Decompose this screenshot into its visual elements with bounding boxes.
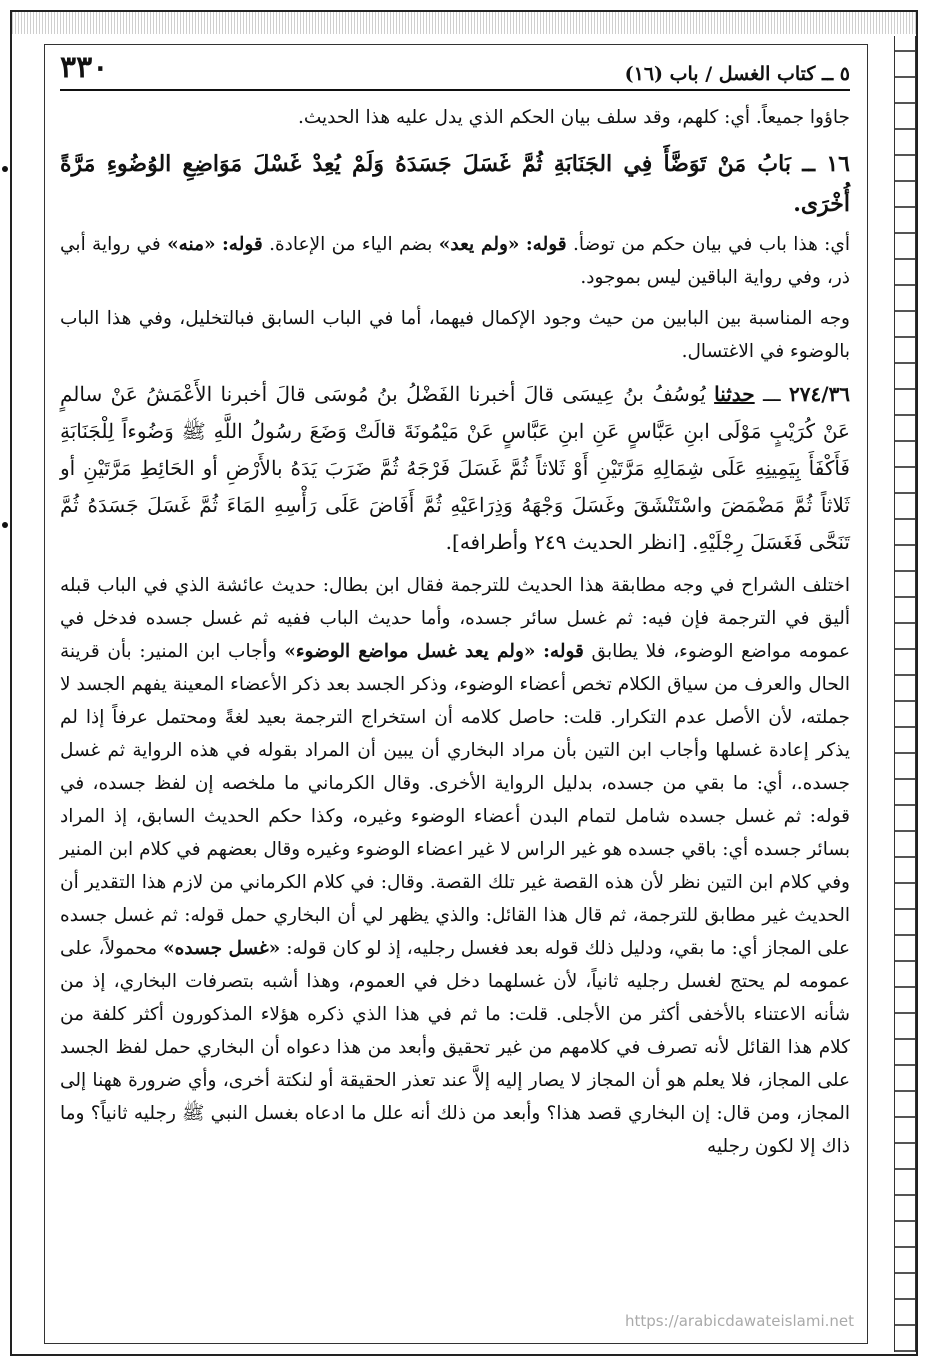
commentary-paragraph — [60, 228, 850, 294]
watermark: https://arabicdawateislami.net — [624, 1312, 854, 1330]
page-content — [60, 50, 850, 1163]
text-span: اختلف الشراح في وجه مطابقة هذا الحديث للترجمة فقال ابن بطال: حديث عائشة الذي في الباب قبله أليق في الترجمة فإن فيه: ثم غسل سائر جسده، وأما حديث الباب ففيه ثم غسل جسده فدخل في عمومه مواضع الوضوء، فلا يطابق — [60, 575, 851, 662]
hadith-text: يُوسُفُ بنُ عِيسَى قالَ أخبرنا الفَضْلُ بنُ مُوسَى قالَ أخبرنا الأَعْمَشُ عَنْ سالمٍ عَنْ كُرَيْبٍ مَوْلَى ابنِ عَبَّاسٍ عَنِ ابنِ عَبَّاسٍ عَنْ مَيْمُونَةَ قالَتْ وَضَعَ رسُولُ اللَّهِ ﷺ وَضُوءاً لِلْجَنَابَةِ فَأَكْفَأَ بِيَمِينِهِ عَلَى شِمَالِهِ مَرَّتَيْنِ أَوْ ثَلاثاً ثُمَّ غَسَلَ فَرْجَهُ ثُمَّ ضَرَبَ يَدَهُ بالأَرْضِ أو الحَائِطِ مَرَّتَيْنِ أو ثَلاثاً ثُمَّ مَضْمَضَ واسْتَنْشَقَ وغَسَلَ وَجْهَهُ وَذِرَاعَيْهِ ثُمَّ أَفَاضَ عَلَى رَأْسِهِ المَاءَ ثُمَّ غَسَلَ جَسَدَهُ ثُمَّ تَنَحَّى فَغَسَلَ رِجْلَيْهِ. — [60, 382, 850, 554]
quoted-phrase: «ولم يعد غسل مواضع الوضوء» — [284, 641, 536, 662]
running-title: ٥ ــ كتاب الغسل / باب (١٦) — [624, 63, 850, 85]
text-span: في رواية أبي ذر، وفي رواية الباقين ليس بموجود. — [60, 234, 850, 288]
text-span: محمولاً، على عمومه لم يحتج لغسل رجليه ثانياً، لأن غسلهما دخل في العموم، وهذا أشبه بتصرفات البخاري، إذ من شأنه الاعتناء بالأخفى أكثر من الأجلى. قلت: ما ثم في هذا الذي ذكره هؤلاء المذكورون أكثر كلفة من كلام هذا القائل لأنه تصرف في كلامهم من غير تحقيق وأبعد من هذا دعواه أن البخاري حمل لفظ الجسد على المجاز، فلا يعلم هو أن المجاز لا يصار إليه إلاَّ عند تعذر الحقيقة أو لنكتة أخرى، وأي ضرورة ههنا إلى المجاز، ومن قال: إن البخاري قصد هذا؟ وأبعد من ذلك أنه علل ما ادعاه بغسل النبي ﷺ رجليه ثانياً؟ وما ذاك إلا لكون رجليه — [60, 938, 850, 1157]
hadith-haddathana: حدثنا — [714, 382, 755, 406]
qawl-label: قوله: — [525, 234, 567, 255]
hadith-block: ٢٧٤/٣٦ ـــ حدثنا يُوسُفُ بنُ عِيسَى قالَ أخبرنا الفَضْلُ بنُ مُوسَى قالَ أخبرنا الأَعْمَشُ عَنْ سالمٍ عَنْ كُرَيْبٍ مَوْلَى ابنِ عَبَّاسٍ عَنِ ابنِ عَبَّاسٍ عَنْ مَيْمُونَةَ قالَتْ وَضَعَ رسُولُ اللَّهِ ﷺ وَضُوءاً لِلْجَنَابَةِ فَأَكْفَأَ بِيَمِينِهِ عَلَى شِمَالِهِ مَرَّتَيْنِ أَوْ ثَلاثاً ثُمَّ غَسَلَ فَرْجَهُ ثُمَّ ضَرَبَ يَدَهُ بالأَرْضِ أو الحَائِطِ مَرَّتَيْنِ أو ثَلاثاً ثُمَّ مَضْمَضَ واسْتَنْشَقَ وغَسَلَ وَجْهَهُ وَذِرَاعَيْهِ ثُمَّ أَفَاضَ عَلَى رَأْسِهِ المَاءَ ثُمَّ غَسَلَ جَسَدَهُ ثُمَّ تَنَحَّى فَغَسَلَ رِجْلَيْهِ. [انظر الحديث ٢٤٩ وأطرافه]. — [60, 382, 851, 554]
page-number: ٣٣٠ — [60, 50, 109, 85]
text-span: بضم الياء من الإعادة. — [269, 234, 433, 255]
chapter-heading: ١٦ ــ بَابُ مَنْ تَوَضَّأَ فِي الجَنَابَةِ ثُمَّ غَسَلَ جَسَدَهُ وَلَمْ يُعِدْ غَسْلَ مَوَاضِعِ الوُضُوءِ مَرَّةً أُخْرَى. — [60, 151, 850, 217]
margin-dot — [2, 522, 8, 528]
quoted-phrase: «ولم يعد» — [438, 234, 520, 255]
quoted-phrase: «منه» — [167, 234, 216, 255]
intro-paragraph: جاؤوا جميعاً. أي: كلهم، وقد سلف بيان الحكم الذي يدل عليه هذا الحديث. — [297, 107, 850, 128]
text-span: أي: هذا باب في بيان حكم من توضأ. — [572, 234, 851, 255]
margin-dot — [2, 166, 8, 172]
qawl-label: قوله: — [543, 641, 584, 662]
hadith-number: ٢٧٤/٣٦ — [789, 382, 851, 406]
commentary-paragraph: وجه المناسبة بين البابين من حيث وجود الإكمال فيهما، أما في الباب السابق فبالتخليل، وفي هذا الباب بالوضوء في الاغتسال. — [60, 308, 850, 362]
qawl-label: قوله: — [221, 234, 263, 255]
commentary-paragraph — [60, 569, 850, 1163]
hadith-reference: [انظر الحديث ٢٤٩ وأطرافه]. — [445, 530, 686, 554]
quoted-phrase: «غسل جسده» — [163, 938, 281, 959]
page-header — [60, 50, 850, 91]
decorative-side-border — [894, 36, 916, 1352]
text-span: وأجاب ابن المنير: بأن قرينة الحال والعرف من سياق الكلام تخص أعضاء الوضوء، وذكر الجسد بعد ذكر الأعضاء المعينة يفهم الجسد لا جملته، لأن الأصل عدم التكرار. قلت: حاصل كلامه أن استخراج الترجمة بعيد لغةً ومحتمل عرفاً إذا لم يذكر إعادة غسلها وأجاب ابن التين بأن مراد البخاري أن يبين أن المراد بقوله في هذه الرواية ثم غسل جسده.، أي: ما بقي من جسده، بدليل الرواية الأخرى. وقال الكرماني ما ملخصه إن لفظ جسده، في قوله: ثم غسل جسده شامل لتمام البدن أعضاء الوضوء وغيره، وكذا حكم الحديث السابق، إذ المراد بسائر جسده أي: باقي جسده هو غير الراس لا غير اعضاء الوضوء وغيره وقال بعضهم في كلام ابن المنير وفي كلام ابن التين نظر لأن هذه القصة غير تلك القصة. وقال: في كلام الكرماني من لازم هذا التقدير أن الحديث غير مطابق للترجمة، ثم قال هذا القائل: والذي يظهر لي أن البخاري حمل قوله: ثم غسل جسده على المجاز أي: ما بقي، ودليل ذلك قوله بعد فغسل رجليه، إذ لو كان قوله: — [60, 641, 850, 959]
